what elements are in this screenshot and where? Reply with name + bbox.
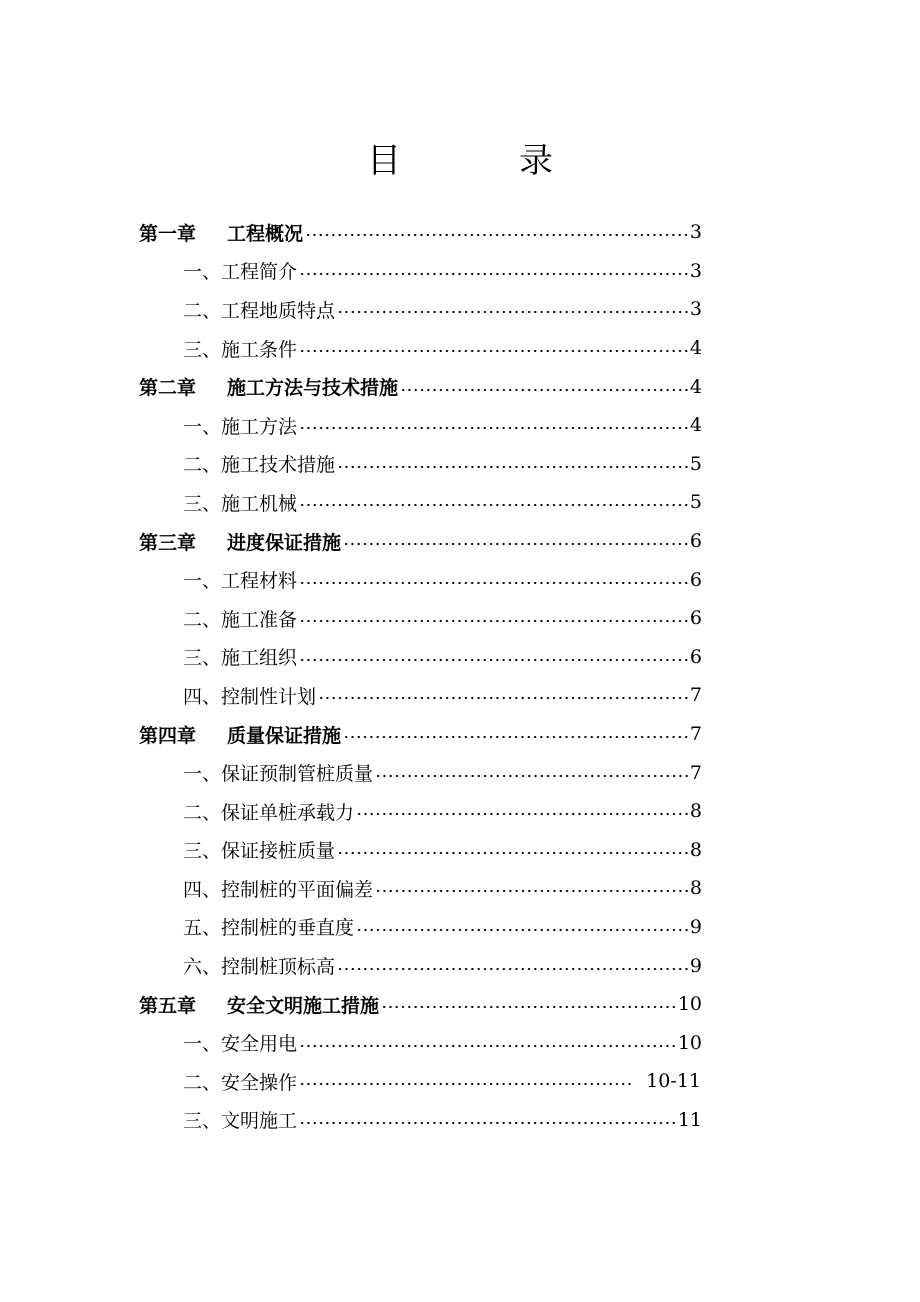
toc-page-number: 10-11 [646, 1070, 701, 1093]
toc-entry-title: 工程简介 [221, 261, 298, 284]
toc-entry-title: 文明施工 [221, 1110, 298, 1133]
toc-page-number: 6 [689, 645, 702, 668]
page-title: 目 录 [367, 140, 595, 181]
dot-leader [337, 851, 688, 855]
toc-section-entry[interactable] [0, 946, 920, 985]
dot-leader [299, 1121, 676, 1125]
toc-page-number: 8 [689, 800, 702, 823]
toc-page-number: 5 [689, 452, 702, 475]
dot-leader [299, 1082, 632, 1086]
toc-entry-title: 施工方法 [221, 415, 298, 438]
dot-leader [299, 658, 688, 662]
toc-chapter-entry[interactable] [0, 367, 920, 406]
dot-leader [299, 503, 688, 507]
toc-entry-number: 三、 [183, 840, 222, 863]
toc-page-number: 8 [689, 838, 702, 861]
toc-chapter-entry[interactable] [0, 985, 920, 1024]
toc-section-entry[interactable] [0, 753, 920, 792]
toc-section-entry[interactable] [0, 599, 920, 638]
toc-entry-number: 第四章 [139, 724, 197, 747]
toc-entry-title: 施工组织 [221, 647, 298, 670]
toc-entry-number: 一、 [183, 1033, 222, 1056]
toc-entry-number: 二、 [183, 608, 222, 631]
toc-entry-number: 五、 [183, 917, 222, 940]
toc-page-number: 6 [689, 568, 702, 591]
toc-section-entry[interactable] [0, 638, 920, 677]
toc-section-entry[interactable] [0, 406, 920, 445]
dot-leader [375, 889, 688, 893]
toc-entry-number: 第一章 [139, 222, 197, 245]
toc-page-number: 4 [689, 375, 702, 398]
toc-section-entry[interactable] [0, 908, 920, 947]
toc-page-number: 10 [677, 1031, 702, 1054]
toc-entry-number: 四、 [183, 878, 222, 901]
dot-leader [299, 581, 688, 585]
toc-section-entry[interactable] [0, 869, 920, 908]
toc-entry-title: 保证单桩承载力 [221, 801, 355, 824]
toc-page-number: 10 [677, 993, 702, 1016]
toc-list [0, 213, 920, 1139]
toc-entry-title: 施工技术措施 [221, 454, 336, 477]
toc-entry-title: 控制桩的平面偏差 [221, 878, 374, 901]
dot-leader [337, 967, 688, 971]
toc-page-number: 6 [689, 530, 702, 553]
toc-page-number: 3 [689, 298, 702, 321]
toc-entry-number: 二、 [183, 454, 222, 477]
toc-entry-title: 工程概况 [227, 222, 304, 245]
toc-page-number: 6 [689, 607, 702, 630]
toc-entry-title: 安全操作 [221, 1071, 298, 1094]
toc-entry-number: 三、 [183, 338, 222, 361]
toc-entry-title: 施工方法与技术措施 [227, 377, 399, 400]
toc-entry-number: 一、 [183, 415, 222, 438]
dot-leader [299, 272, 688, 276]
toc-entry-number: 第三章 [139, 531, 197, 554]
toc-chapter-entry[interactable] [0, 213, 920, 252]
toc-entry-title: 工程材料 [221, 570, 298, 593]
dot-leader [343, 542, 688, 546]
toc-page-number: 7 [689, 684, 702, 707]
toc-page-number: 9 [689, 954, 702, 977]
dot-leader [337, 310, 688, 314]
toc-entry-number: 二、 [183, 801, 222, 824]
dot-leader [305, 233, 688, 237]
toc-entry-number: 四、 [183, 685, 222, 708]
toc-section-entry[interactable] [0, 792, 920, 831]
toc-page-number: 9 [689, 915, 702, 938]
toc-entry-title: 安全用电 [221, 1033, 298, 1056]
toc-section-entry[interactable] [0, 560, 920, 599]
toc-entry-title: 控制性计划 [221, 685, 317, 708]
dot-leader [400, 388, 688, 392]
toc-page-number: 11 [677, 1108, 702, 1131]
toc-entry-title: 安全文明施工措施 [227, 994, 380, 1017]
toc-page-number: 7 [689, 761, 702, 784]
toc-entry-title: 施工条件 [221, 338, 298, 361]
toc-entry-number: 二、 [183, 1071, 222, 1094]
toc-page-number: 4 [689, 414, 702, 437]
toc-entry-number: 第二章 [139, 377, 197, 400]
toc-page-number: 7 [689, 723, 702, 746]
dot-leader [318, 696, 688, 700]
toc-section-entry[interactable] [0, 676, 920, 715]
dot-leader [343, 735, 688, 739]
toc-chapter-entry[interactable] [0, 715, 920, 754]
toc-entry-number: 三、 [183, 492, 222, 515]
toc-section-entry[interactable] [0, 329, 920, 368]
toc-section-entry[interactable] [0, 290, 920, 329]
toc-entry-number: 六、 [183, 956, 222, 979]
toc-page-number: 4 [689, 337, 702, 360]
toc-entry-title: 质量保证措施 [227, 724, 342, 747]
toc-entry-number: 二、 [183, 299, 222, 322]
dot-leader [299, 426, 688, 430]
toc-chapter-entry[interactable] [0, 522, 920, 561]
toc-entry-title: 施工机械 [221, 492, 298, 515]
toc-section-entry[interactable] [0, 483, 920, 522]
toc-page-number: 3 [689, 259, 702, 282]
toc-section-entry[interactable] [0, 831, 920, 870]
dot-leader [356, 928, 688, 932]
toc-page-number: 5 [689, 491, 702, 514]
dot-leader [381, 1005, 676, 1009]
toc-entry-number: 三、 [183, 647, 222, 670]
toc-page-number: 3 [689, 221, 702, 244]
toc-section-entry[interactable] [0, 1101, 920, 1140]
dot-leader [299, 1044, 676, 1048]
toc-entry-title: 保证预制管桩质量 [221, 763, 374, 786]
toc-entry-number: 一、 [183, 570, 222, 593]
dot-leader [299, 349, 688, 353]
toc-entry-title: 进度保证措施 [227, 531, 342, 554]
toc-entry-number: 三、 [183, 1110, 222, 1133]
toc-entry-title: 控制桩顶标高 [221, 956, 336, 979]
toc-section-entry[interactable] [0, 1023, 920, 1062]
toc-section-entry[interactable] [0, 252, 920, 291]
toc-entry-title: 保证接桩质量 [221, 840, 336, 863]
toc-entry-number: 一、 [183, 763, 222, 786]
dot-leader [375, 774, 688, 778]
toc-entry-title: 工程地质特点 [221, 299, 336, 322]
toc-entry-number: 一、 [183, 261, 222, 284]
toc-entry-number: 第五章 [139, 994, 197, 1017]
dot-leader [299, 619, 688, 623]
toc-section-entry[interactable] [0, 445, 920, 484]
toc-entry-title: 施工准备 [221, 608, 298, 631]
dot-leader [337, 465, 688, 469]
toc-entry-title: 控制桩的垂直度 [221, 917, 355, 940]
toc-section-entry[interactable] [0, 1062, 920, 1101]
dot-leader [356, 812, 688, 816]
toc-page-number: 8 [689, 877, 702, 900]
